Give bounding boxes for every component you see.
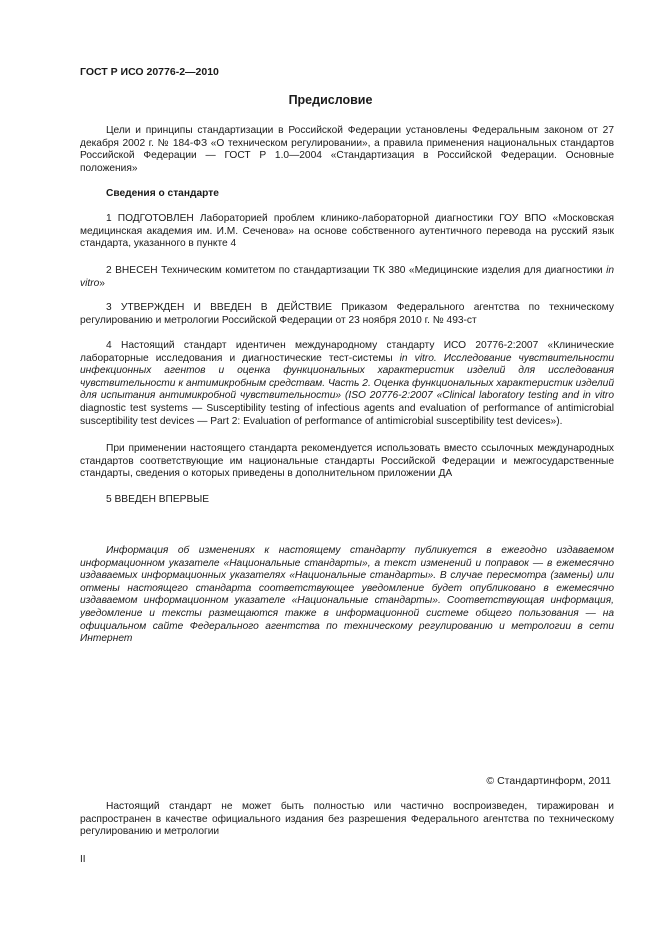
page-title: Предисловие [288,93,373,107]
item-2-paragraph [80,265,614,290]
item-1-paragraph [80,213,614,251]
item-3-paragraph [80,302,614,327]
item-5-paragraph: 5 ВВЕДЕН ВПЕРВЫЕ [106,494,210,505]
standard-code-header: ГОСТ Р ИСО 20776-2—2010 [80,66,219,78]
item-2-italic: in vitro [80,265,615,289]
reproduction-notice: Настоящий стандарт не может быть полностью или частично воспроизведен, тиражирован и распространен в качестве официального издания без разрешения Федерального агентства по техническому регулированию и метрологии [80,801,614,838]
item-3-label: 3 УТВЕРЖДЕН И ВВЕДЕН В ДЕЙСТВИЕ [106,302,333,313]
item-2-text: Техническим комитетом по стандартизации ТК 380 «Медицинские изделия для диагностики [157,265,607,276]
section-subheading: Сведения о стандарте [106,188,219,199]
item-1-label: 1 ПОДГОТОВЛЕН [106,213,194,224]
intro-paragraph: Цели и принципы стандартизации в Российской Федерации установлены Федеральным законом от 27 декабря 2002 г. № 184-ФЗ «О техническом регулировании», а правила применения национальных стандартов Российской Федерации — ГОСТ Р 1.0—2004 «Стандартизация в Российской Федерации. Основные положения» [80,125,614,174]
item-4-text-b: . Исследование чувствительности инфекционных агентов и оценка функциональных характеристик изделий для исследования чувствительности к антимикробным средствам. Часть 2. Оценка функциональных характеристик изделий для испытания антимикробной чувствительности» (ISO 20776-2:2007 «Clinical laboratory testing and [80,352,614,402]
item-4-note: При применении настоящего стандарта рекомендуется использовать вместо ссылочных международных стандартов соответствующие им национальные стандарты Российской Федерации и межгосударственные стандарты, сведения о которых приведены в дополнительном приложении ДА [80,443,614,480]
item-2-end: » [99,277,105,289]
item-4-paragraph [80,340,614,428]
item-4-italic-1: in vitro [399,352,434,364]
item-4-text-c: diagnostic test systems — Susceptibility testing of infectious agents and evaluation of performance of antimicrobial susceptibility test devices — Part 2: Evaluation of performance of antimicrobial susceptibility test devices»). [80,402,614,427]
copyright-notice: © Стандартинформ, 2011 [486,775,611,787]
page-number: II [80,854,86,865]
item-4-italic-2: in vitro [582,390,614,402]
item-1-text: Лабораторией проблем клинико-лабораторной диагностики ГОУ ВПО «Московская медицинская академия им. И.М. Сеченова» на основе собственного аутентичного перевода на русский язык стандарта, указанного в пункте 4 [80,213,614,250]
item-3-text: Приказом Федерального агентства по техническому регулированию и метрологии Российской Федерации от 23 ноября 2010 г. № 493-ст [80,302,615,326]
item-2-label: 2 ВНЕСЕН [106,265,158,276]
item-4-text-a: 4 Настоящий стандарт идентичен международному стандарту ИСО 20776-2:2007 «Клинические лабораторные исследования и диагностические тест-системы [80,340,614,364]
change-notice: Информация об изменениях к настоящему стандарту публикуется в ежегодно издаваемом информационном указателе «Национальные стандарты», а текст изменений и поправок — в ежемесячно издаваемых информационных указателях «Национальные стандарты». В случае пересмотра (замены) или отмены настоящего стандарта соответствующее уведомление будет опубликовано в ежемесячно издаваемом информационном указателе «Национальные стандарты». Соответствующая информация, уведомление и тексты размещаются также в информационной системе общего пользования — на официальном сайте Федерального агентства по техническому регулированию и метрологии в сети Интернет [80,545,614,645]
